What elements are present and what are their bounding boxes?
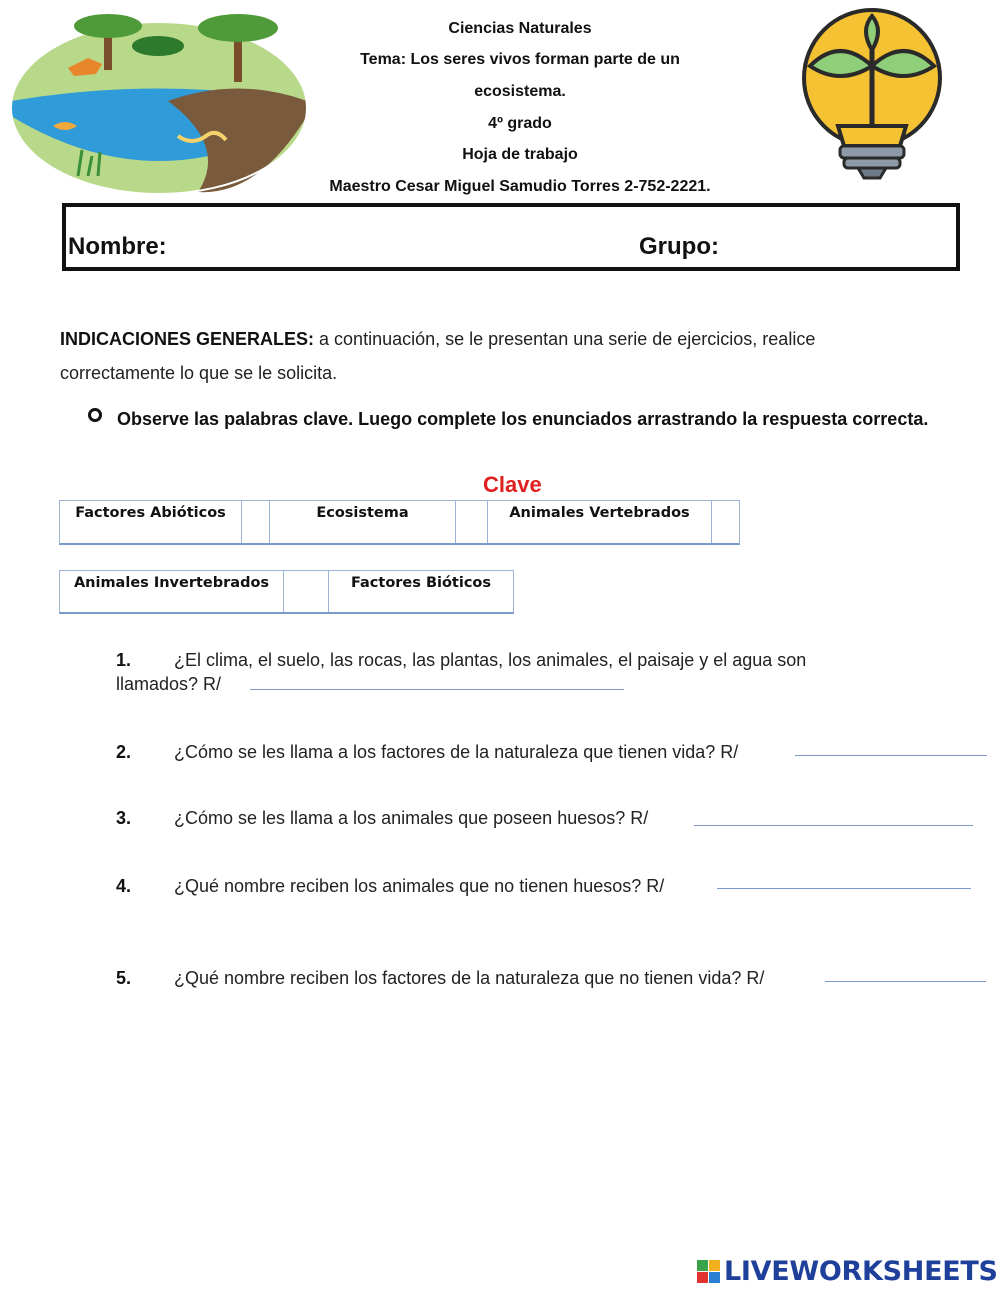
ecosystem-illustration	[8, 6, 310, 196]
lightbulb-plant-illustration	[780, 6, 964, 182]
question-1-continued: llamados? R/	[116, 674, 222, 694]
question-text: ¿Qué nombre reciben los factores de la naturaleza que no tienen vida? R/	[174, 968, 765, 988]
key-word[interactable]: Animales Vertebrados	[488, 501, 712, 543]
name-label: Nombre:	[68, 233, 167, 260]
general-instructions	[60, 322, 920, 390]
key-spacer	[456, 501, 488, 543]
student-info-box	[62, 203, 960, 271]
sheet-type-label: Hoja de trabajo	[462, 146, 578, 163]
key-word[interactable]: Ecosistema	[270, 501, 456, 543]
answer-drop-zone-1[interactable]	[250, 689, 624, 690]
key-table-row-2	[59, 570, 514, 614]
topic-line-1: Tema: Los seres vivos forman parte de un	[360, 51, 680, 68]
circle-bullet-icon	[88, 408, 102, 422]
task-instruction: Observe las palabras clave. Luego complete los enunciados arrastrando la respuesta correcta.	[117, 409, 929, 429]
question-4	[116, 876, 664, 897]
question-text: ¿Cómo se les llama a los factores de la naturaleza que tienen vida? R/	[174, 742, 739, 762]
general-instructions-label: INDICACIONES GENERALES:	[60, 329, 315, 349]
question-number: 4.	[116, 876, 132, 896]
key-table-row-1	[59, 500, 740, 545]
question-number: 1.	[116, 650, 132, 670]
topic-line-2: ecosistema.	[474, 83, 566, 100]
grade-label: 4º grado	[488, 115, 552, 132]
general-instructions-text: a continuación, se le presentan una serie de ejercicios, realice correctamente lo que se le solicita.	[60, 329, 816, 383]
answer-drop-zone-3[interactable]	[694, 825, 973, 826]
teacher-label: Maestro Cesar Miguel Samudio Torres 2-752-2221.	[329, 178, 711, 195]
question-text: ¿Qué nombre reciben los animales que no tienen huesos? R/	[174, 876, 665, 896]
question-text: ¿El clima, el suelo, las rocas, las plantas, los animales, el paisaje y el agua son	[174, 650, 807, 670]
answer-drop-zone-2[interactable]	[795, 755, 987, 756]
key-word[interactable]: Factores Abióticos	[60, 501, 242, 543]
question-number: 3.	[116, 808, 132, 828]
liveworksheets-logo-text: LIVEWORKSHEETS	[724, 1256, 998, 1287]
question-1	[116, 650, 806, 671]
key-spacer	[712, 501, 739, 543]
question-text: ¿Cómo se les llama a los animales que poseen huesos? R/	[174, 808, 649, 828]
answer-drop-zone-4[interactable]	[717, 888, 971, 889]
question-number: 5.	[116, 968, 132, 988]
key-title: Clave	[483, 472, 542, 497]
subject-title: Ciencias Naturales	[448, 20, 592, 37]
question-5	[116, 968, 764, 989]
liveworksheets-logo-icon	[697, 1260, 721, 1284]
key-spacer	[242, 501, 270, 543]
question-3	[116, 808, 648, 829]
answer-drop-zone-5[interactable]	[825, 981, 986, 982]
group-label: Grupo:	[639, 233, 719, 260]
question-number: 2.	[116, 742, 132, 762]
question-2	[116, 742, 738, 763]
key-word[interactable]: Factores Bióticos	[350, 575, 492, 591]
key-word[interactable]: Animales Invertebrados	[60, 571, 284, 612]
key-spacer	[284, 571, 329, 612]
